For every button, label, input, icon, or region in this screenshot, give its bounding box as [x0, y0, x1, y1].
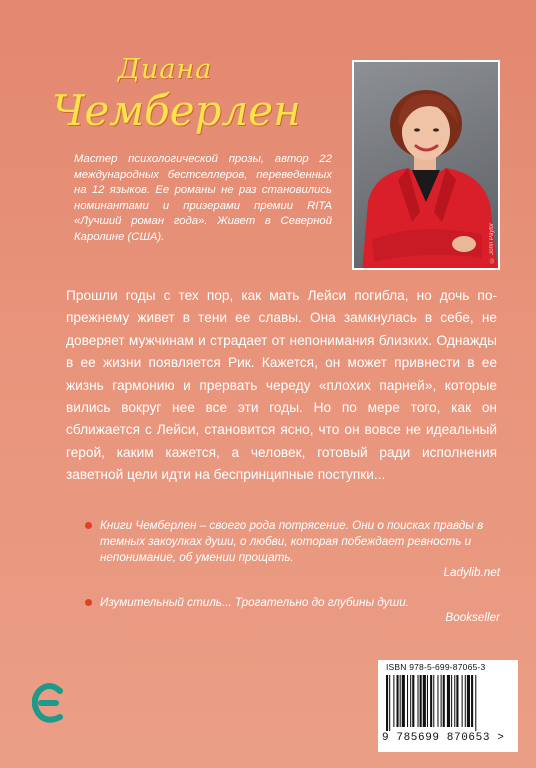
review-source: Bookseller: [445, 611, 500, 624]
author-last-name: Чемберлен: [52, 86, 301, 135]
barcode-bar: [433, 675, 434, 727]
barcode-bar: [456, 675, 458, 727]
barcode: [378, 660, 518, 752]
barcode-bar: [447, 675, 450, 727]
barcode-bar: [410, 675, 411, 727]
barcode-bar: [437, 675, 438, 727]
barcode-bar: [443, 675, 445, 727]
barcode-bar: [389, 675, 390, 731]
author-first-name: Диана: [118, 54, 213, 85]
review-source: Ladylib.net: [443, 566, 500, 579]
barcode-bar: [471, 675, 473, 727]
author-portrait-illustration: [354, 62, 500, 270]
barcode-bar: [412, 675, 414, 727]
barcode-bar: [420, 675, 422, 727]
barcode-bar: [400, 675, 401, 727]
barcode-bar: [467, 675, 470, 727]
book-description: Прошли годы с тех пор, как мать Лейси погибла, но дочь по-прежнему живет в тени ее славы. Она замкнулась в себе, не доверяет мужчинам и страдает от непонимания близких. Однажды в ее жизни появляется Рик. Кажется, он может привнести в ее жизнь гармонию и прервать череду «плохих парней», которые вились вокруг нее все эти годы. Но по мере того, как он сближается с Лейси, становится ясно, что он вовсе не идеальный герой, каким кажется, а человек, готовый ради исполнения заветной цели идти на беспринципные поступки...: [66, 288, 497, 483]
barcode-bar: [451, 675, 452, 727]
bullet-icon: [85, 599, 92, 606]
barcode-bar: [423, 675, 426, 727]
isbn-number: ISBN 978-5-699-87065-3: [386, 662, 486, 672]
barcode-digits: 9 785699 870653 >: [382, 732, 505, 744]
barcode-bar: [475, 675, 476, 731]
barcode-bar: [430, 675, 432, 727]
barcode-bar: [427, 675, 428, 727]
review-quote: [100, 518, 500, 565]
barcode-bar: [441, 675, 442, 727]
author-bio: Мастер психологической прозы, автор 22 международных бестселлеров, переведенных на 12 языков. Ее романы не раз становились номинантами и призерами премии RITA «Лучший роман года». Живет в Северной Каролине (США).: [74, 153, 332, 243]
barcode-bar: [462, 675, 463, 727]
author-photo: [352, 60, 500, 270]
author-name-title: [48, 52, 308, 142]
barcode-bar: [393, 675, 394, 727]
review-quote-text: Книги Чемберлен – своего рода потрясение. Они о поисках правды в темных закоулках души, о любви, которая побеждает ревность и непонимание, об умении прощать.: [100, 519, 484, 564]
review-quote-text: Изумительный стиль... Трогательно до глубины души.: [100, 596, 409, 609]
photo-credit: © John Paylor: [489, 222, 495, 262]
barcode-bar: [418, 675, 419, 727]
review-quote: [100, 595, 500, 611]
barcode-bar: [407, 675, 408, 727]
barcode-bar: [465, 675, 466, 727]
barcode-bars: [386, 675, 510, 731]
barcode-bar: [397, 675, 399, 727]
barcode-bar: [386, 675, 388, 731]
barcode-bar: [454, 675, 455, 727]
eksmo-logo-icon: [32, 683, 66, 723]
bullet-icon: [85, 522, 92, 529]
barcode-bar: [402, 675, 405, 727]
